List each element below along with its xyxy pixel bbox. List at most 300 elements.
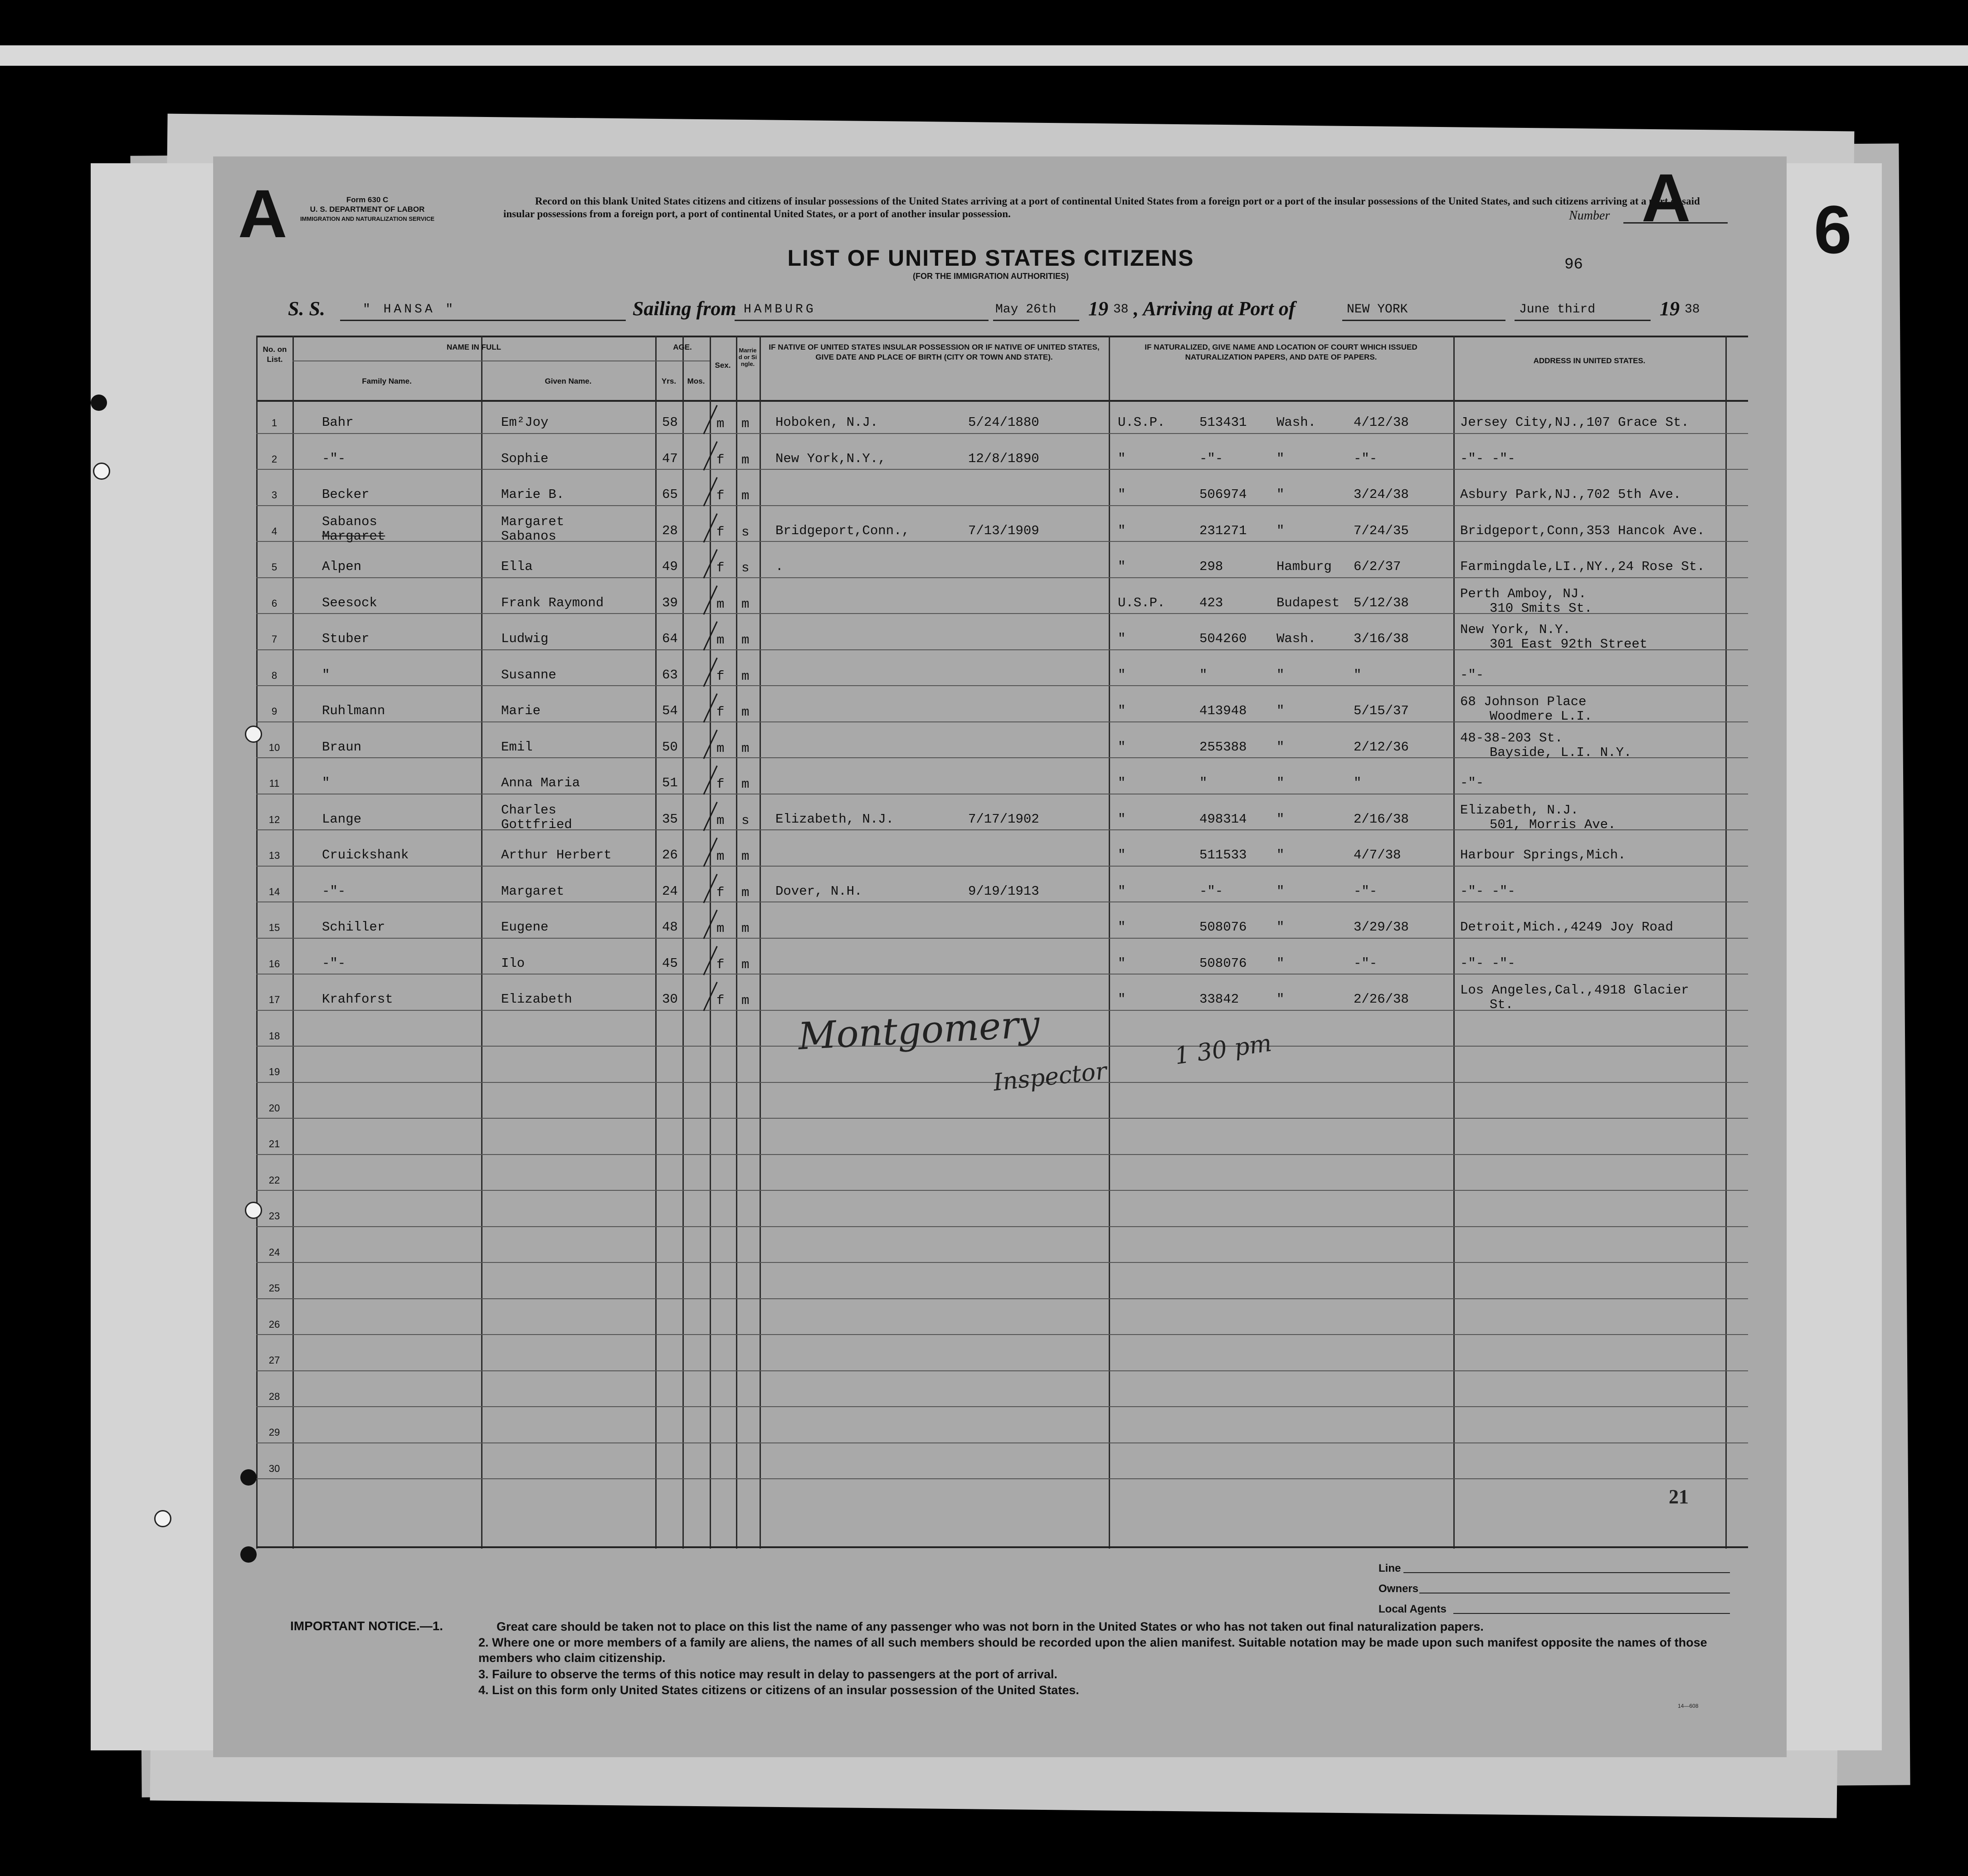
naturalization-court-prefix: " — [1118, 920, 1126, 935]
family-name: Becker — [322, 487, 370, 502]
col-no: No. on List. — [263, 345, 287, 364]
sex: m — [716, 849, 725, 864]
naturalization-certificate-number: -"- — [1199, 451, 1223, 466]
line-number: 5 — [271, 561, 278, 573]
age-years: 30 — [662, 992, 678, 1007]
naturalization-date: 5/15/37 — [1354, 703, 1409, 718]
year-prefix: 19 — [1088, 297, 1108, 320]
family-name: Schiller — [322, 920, 385, 935]
naturalization-certificate-number: 506974 — [1199, 487, 1247, 502]
sex: f — [716, 452, 725, 468]
rule — [256, 336, 258, 1549]
col-yrs: Yrs. — [661, 377, 677, 385]
address-line1: Farmingdale,LI.,NY.,24 Rose St. — [1460, 559, 1705, 574]
line-number: 24 — [268, 1246, 280, 1258]
marital-status: m — [741, 777, 750, 792]
age-years: 39 — [662, 595, 678, 610]
page-subtitle: (FOR THE IMMIGRATION AUTHORITIES) — [913, 272, 1069, 281]
binder-hole — [91, 395, 107, 411]
binder-hole — [93, 463, 110, 480]
naturalization-date: 3/24/38 — [1354, 487, 1409, 502]
col-mos: Mos. — [687, 377, 705, 385]
row-rule — [256, 1262, 1748, 1263]
family-name: Krahforst — [322, 992, 393, 1007]
given-name: Ilo — [501, 955, 525, 971]
naturalization-court-prefix: U.S.P. — [1118, 415, 1165, 430]
line-number: 16 — [268, 958, 280, 970]
department: U. S. DEPARTMENT OF LABOR — [310, 205, 425, 214]
address-line1: Harbour Springs,Mich. — [1460, 848, 1626, 862]
arrival-date: June third — [1519, 302, 1596, 317]
naturalization-court-prefix: " — [1118, 955, 1126, 971]
naturalization-court-prefix: " — [1118, 992, 1126, 1007]
line-number: 1 — [271, 417, 278, 429]
marital-status: m — [741, 741, 750, 756]
naturalization-date: 2/16/38 — [1354, 811, 1409, 827]
naturalization-court-prefix: " — [1118, 487, 1126, 502]
marital-status: s — [741, 560, 750, 575]
form-code: 14—608 — [1678, 1703, 1699, 1709]
marital-status: m — [741, 488, 750, 503]
form-info — [295, 195, 440, 224]
page-number: 21 — [1669, 1486, 1689, 1508]
family-name: Seesock — [322, 595, 377, 610]
inspection-time: 1 30 pm — [1173, 1029, 1274, 1070]
binder-hole — [240, 1546, 257, 1563]
marital-status: s — [741, 813, 750, 828]
family-name-struck: Margaret — [322, 528, 385, 544]
line-number: 6 — [271, 597, 278, 609]
row-rule — [256, 866, 1748, 867]
naturalization-court: " — [1276, 703, 1285, 718]
family-name: Alpen — [322, 559, 362, 574]
naturalization-date: " — [1354, 775, 1362, 790]
row-rule — [256, 1190, 1748, 1191]
naturalization-court-prefix: " — [1118, 883, 1126, 899]
form-number: Form 630 C — [346, 195, 389, 204]
from-underline — [735, 320, 989, 321]
naturalization-certificate-number: 33842 — [1199, 992, 1239, 1007]
marital-status: s — [741, 524, 750, 540]
owners-label: Owners — [1379, 1583, 1419, 1595]
address-line1: Elizabeth, N.J. — [1460, 802, 1579, 818]
naturalization-court-prefix: " — [1118, 703, 1126, 718]
sex: m — [716, 596, 725, 612]
naturalization-court: " — [1276, 739, 1285, 755]
birth-date: 7/17/1902 — [968, 811, 1039, 827]
given-name: Elizabeth — [501, 992, 572, 1007]
family-name: Sabanos — [322, 514, 377, 529]
number-label: Number — [1569, 209, 1610, 223]
address-line1: Asbury Park,NJ.,702 5th Ave. — [1460, 487, 1681, 502]
naturalization-certificate-number: 255388 — [1199, 739, 1247, 755]
col-given-name: Given Name. — [545, 377, 592, 385]
agents-field — [1453, 1613, 1730, 1614]
birth-place: Dover, N.H. — [775, 883, 862, 899]
naturalization-court: Budapest — [1276, 595, 1340, 610]
col-family-name: Family Name. — [362, 377, 412, 385]
marital-status: m — [741, 416, 750, 431]
naturalization-date: 4/12/38 — [1354, 415, 1409, 430]
port-underline — [1342, 320, 1505, 321]
sex: f — [716, 560, 725, 575]
year-prefix: 19 — [1660, 297, 1680, 320]
given-name-line2: Sabanos — [501, 528, 556, 544]
service: IMMIGRATION AND NATURALIZATION SERVICE — [300, 215, 435, 222]
naturalization-date: 3/29/38 — [1354, 920, 1409, 935]
age-years: 28 — [662, 523, 678, 538]
row-rule — [256, 541, 1748, 542]
row-rule — [256, 938, 1748, 939]
row-rule — [256, 577, 1748, 578]
given-name: Susanne — [501, 667, 556, 682]
address-line2: St. — [1490, 997, 1514, 1012]
naturalization-certificate-number: 511533 — [1199, 848, 1247, 862]
age-years: 64 — [662, 631, 678, 646]
address-line2: 301 East 92th Street — [1490, 637, 1648, 652]
sex: f — [716, 777, 725, 792]
rule — [256, 1546, 1748, 1548]
naturalization-court: " — [1276, 523, 1285, 538]
row-rule — [256, 1406, 1748, 1407]
age-years: 54 — [662, 703, 678, 718]
given-name: Ludwig — [501, 631, 549, 646]
sail-date: May 26th — [995, 302, 1057, 317]
binder-hole — [245, 726, 262, 743]
line-number: 13 — [268, 850, 280, 861]
marital-status: m — [741, 849, 750, 864]
agents-label: Local Agents — [1379, 1603, 1447, 1615]
marital-status: m — [741, 452, 750, 468]
col-name-in-full: NAME IN FULL — [447, 343, 501, 351]
birth-place: Elizabeth, N.J. — [775, 811, 894, 827]
notice-2: 2. Where one or more members of a family are aliens, the names of all such members should be recorded upon the alien manifest. Suitable notation may be made upon such manifest opposite the names of those members who claim citizenship. — [478, 1636, 1707, 1665]
naturalization-certificate-number: 498314 — [1199, 811, 1247, 827]
address-line2: Bayside, L.I. N.Y. — [1490, 745, 1632, 760]
line-number: 21 — [268, 1138, 280, 1150]
naturalization-court-prefix: " — [1118, 631, 1126, 646]
naturalization-date: " — [1354, 667, 1362, 682]
rule — [736, 336, 737, 1549]
naturalization-court-prefix: " — [1118, 451, 1126, 466]
age-years: 50 — [662, 739, 678, 755]
sex: f — [716, 488, 725, 503]
marital-status: m — [741, 596, 750, 612]
family-name: " — [322, 775, 330, 790]
address-line1: Bridgeport,Conn,353 Hancok Ave. — [1460, 523, 1705, 538]
naturalization-certificate-number: 508076 — [1199, 955, 1247, 971]
notice-title: IMPORTANT NOTICE.—1. — [290, 1619, 443, 1633]
ship-name: " HANSA " — [363, 302, 456, 317]
family-name: Lange — [322, 811, 362, 827]
sail-year: 38 — [1113, 302, 1129, 317]
number-letter: A — [1642, 160, 1691, 236]
col-native: IF NATIVE OF UNITED STATES INSULAR POSSESSION OR IF NATIVE OF UNITED STATES, GIVE DATE AND PLACE OF BIRTH (CITY OR TOWN AND STATE). — [769, 343, 1100, 361]
row-rule — [256, 1118, 1748, 1119]
birth-place: New York,N.Y., — [775, 451, 886, 466]
given-name: Anna Maria — [501, 775, 580, 790]
given-name: Frank Raymond — [501, 595, 604, 610]
given-name: Emil — [501, 739, 533, 755]
rule — [256, 400, 1748, 402]
page-title: LIST OF UNITED STATES CITIZENS — [787, 245, 1194, 271]
rule — [292, 336, 294, 1549]
naturalization-court: " — [1276, 487, 1285, 502]
col-married: Married or Single. — [738, 347, 757, 367]
inspector-signature: Montgomery — [797, 1003, 1041, 1058]
birth-place: Hoboken, N.J. — [775, 415, 878, 430]
marital-status: m — [741, 885, 750, 900]
row-rule — [256, 1442, 1748, 1443]
birth-date: 9/19/1913 — [968, 883, 1039, 899]
naturalization-court: " — [1276, 883, 1285, 899]
address-line1: Perth Amboy, NJ. — [1460, 586, 1587, 601]
arriving-label: , Arriving at Port of — [1134, 297, 1296, 320]
rule — [256, 336, 1748, 337]
family-name: Braun — [322, 739, 362, 755]
family-name: -"- — [322, 451, 346, 466]
rule — [1109, 336, 1110, 1549]
marital-status: m — [741, 921, 750, 936]
sex: m — [716, 741, 725, 756]
departure-port: HAMBURG — [744, 302, 816, 317]
line-number: 9 — [271, 706, 278, 717]
row-rule — [256, 1154, 1748, 1155]
row-rule — [256, 901, 1748, 902]
birth-date: 7/13/1909 — [968, 523, 1039, 538]
naturalization-court: " — [1276, 992, 1285, 1007]
notice-1: Great care should be taken not to place on this list the name of any passenger who was not born in the United States or who has not taken out final naturalization papers. — [497, 1620, 1484, 1633]
naturalization-certificate-number: " — [1199, 667, 1208, 682]
naturalization-certificate-number: 413948 — [1199, 703, 1247, 718]
naturalization-certificate-number: 513431 — [1199, 415, 1247, 430]
line-number: 12 — [268, 814, 280, 825]
given-name: Charles — [501, 802, 556, 818]
naturalization-date: 3/16/38 — [1354, 631, 1409, 646]
given-name: Margaret — [501, 883, 565, 899]
line-number: 23 — [268, 1210, 280, 1222]
birth-date: 5/24/1880 — [968, 415, 1039, 430]
given-name: Marie B. — [501, 487, 565, 502]
row-rule — [256, 1226, 1748, 1227]
naturalization-certificate-number: 508076 — [1199, 920, 1247, 935]
birth-place: . — [775, 559, 784, 574]
line-number: 28 — [268, 1390, 280, 1402]
sex: f — [716, 993, 725, 1008]
record-instruction: Record on this blank United States citizens and citizens of insular possessions of the United States arriving at a port of continental United States from a foreign port or a port of the insular possessions of the United States, and such citizens arriving at a port of said insular possessions from a foreign port, a port of continental United States, or a port of another insular possession. — [503, 195, 1700, 219]
rule — [655, 336, 657, 1549]
marital-status: m — [741, 993, 750, 1008]
line-field — [1403, 1572, 1730, 1573]
naturalization-certificate-number: 504260 — [1199, 631, 1247, 646]
naturalization-court: " — [1276, 920, 1285, 935]
sex: f — [716, 668, 725, 684]
age-years: 65 — [662, 487, 678, 502]
sex: f — [716, 705, 725, 720]
ss-label: S. S. — [288, 297, 325, 320]
naturalization-date: -"- — [1354, 451, 1378, 466]
address-line1: -"- — [1460, 775, 1484, 790]
family-name: " — [322, 667, 330, 682]
rule — [710, 336, 711, 1549]
list-number-stamp: 96 — [1564, 256, 1583, 273]
naturalization-certificate-number: 423 — [1199, 595, 1223, 610]
naturalization-date: -"- — [1354, 955, 1378, 971]
arrival-port: NEW YORK — [1347, 302, 1408, 317]
inspector-title: Inspector — [992, 1057, 1108, 1096]
line-number: 14 — [268, 886, 280, 897]
family-name: Stuber — [322, 631, 370, 646]
naturalization-date: 4/7/38 — [1354, 848, 1401, 862]
naturalization-date: 5/12/38 — [1354, 595, 1409, 610]
manifest-table — [256, 336, 1748, 1549]
binder-hole — [245, 1202, 262, 1219]
age-years: 24 — [662, 883, 678, 899]
naturalization-court-prefix: " — [1118, 811, 1126, 827]
address-line1: 48-38-203 St. — [1460, 730, 1563, 746]
manifest-page — [213, 156, 1787, 1757]
sailing-label: Sailing from — [633, 297, 736, 320]
naturalization-court-prefix: U.S.P. — [1118, 595, 1165, 610]
line-number: 4 — [271, 525, 278, 537]
address-line1: 68 Johnson Place — [1460, 694, 1587, 709]
naturalization-court: " — [1276, 955, 1285, 971]
rule — [760, 336, 761, 1549]
family-name: -"- — [322, 883, 346, 899]
naturalization-court-prefix: " — [1118, 523, 1126, 538]
address-line1: Jersey City,NJ.,107 Grace St. — [1460, 415, 1689, 430]
family-name: Ruhlmann — [322, 703, 385, 718]
age-years: 45 — [662, 955, 678, 971]
line-number: 8 — [271, 669, 278, 681]
line-number: 15 — [268, 922, 280, 933]
sex: m — [716, 921, 725, 936]
rule — [682, 336, 684, 1549]
sex: f — [716, 957, 725, 972]
rule — [1725, 336, 1727, 1549]
notice-4: 4. List on this form only United States citizens or citizens of an insular possession of the United States. — [478, 1683, 1079, 1697]
naturalization-date: 6/2/37 — [1354, 559, 1401, 574]
naturalization-court: " — [1276, 775, 1285, 790]
address-line2: 501, Morris Ave. — [1490, 817, 1616, 832]
given-name: Marie — [501, 703, 541, 718]
binder-hole — [154, 1510, 171, 1527]
naturalization-court-prefix: " — [1118, 775, 1126, 790]
given-name: Arthur Herbert — [501, 848, 612, 862]
age-years: 26 — [662, 848, 678, 862]
notice-3: 3. Failure to observe the terms of this notice may result in delay to passengers at the port of arrival. — [478, 1667, 1057, 1681]
line-number: 10 — [268, 741, 280, 753]
given-name: Margaret — [501, 514, 565, 529]
line-number: 18 — [268, 1030, 280, 1042]
scanner-top-strip — [0, 45, 1968, 66]
row-rule — [256, 685, 1748, 686]
address-line2: Woodmere L.I. — [1490, 709, 1593, 724]
address-line1: -"- -"- — [1460, 883, 1515, 899]
address-line1: -"- -"- — [1460, 451, 1515, 466]
address-line1: -"- — [1460, 667, 1484, 682]
row-rule — [256, 1478, 1748, 1479]
row-rule — [256, 505, 1748, 506]
naturalization-court: Wash. — [1276, 415, 1316, 430]
given-name: Sophie — [501, 451, 549, 466]
age-years: 58 — [662, 415, 678, 430]
naturalization-date: -"- — [1354, 883, 1378, 899]
age-years: 48 — [662, 920, 678, 935]
given-name: Em²Joy — [501, 415, 549, 430]
line-number: 25 — [268, 1282, 280, 1294]
row-rule — [256, 974, 1748, 975]
address-line1: New York, N.Y. — [1460, 622, 1571, 637]
ship-underline — [340, 320, 626, 321]
given-name-line2: Gottfried — [501, 817, 572, 832]
line-number: 19 — [268, 1066, 280, 1077]
sail-date-underline — [993, 320, 1079, 321]
marital-status: m — [741, 957, 750, 972]
line-number: 27 — [268, 1355, 280, 1366]
sex: f — [716, 524, 725, 540]
sex: m — [716, 813, 725, 828]
col-age: AGE. — [673, 343, 692, 351]
row-rule — [256, 1334, 1748, 1335]
naturalization-certificate-number: 231271 — [1199, 523, 1247, 538]
naturalization-court: Hamburg — [1276, 559, 1332, 574]
form-letter: A — [238, 175, 287, 252]
sex: m — [716, 416, 725, 431]
family-name: Bahr — [322, 415, 354, 430]
line-number: 7 — [271, 633, 278, 645]
family-name: -"- — [322, 955, 346, 971]
naturalization-court: " — [1276, 848, 1285, 862]
age-years: 35 — [662, 811, 678, 827]
naturalization-date: 2/26/38 — [1354, 992, 1409, 1007]
naturalization-court: " — [1276, 811, 1285, 827]
line-number: 17 — [268, 994, 280, 1005]
marital-status: m — [741, 633, 750, 648]
binder-hole — [240, 1469, 257, 1486]
marital-status: m — [741, 705, 750, 720]
naturalization-court-prefix: " — [1118, 559, 1126, 574]
address-line1: -"- -"- — [1460, 955, 1515, 971]
arrival-year: 38 — [1685, 302, 1700, 317]
address-line1: Detroit,Mich.,4249 Joy Road — [1460, 920, 1673, 935]
line-number: 29 — [268, 1427, 280, 1438]
sex: m — [716, 633, 725, 648]
line-number: 30 — [268, 1462, 280, 1474]
naturalization-certificate-number: -"- — [1199, 883, 1223, 899]
line-number: 11 — [269, 778, 280, 789]
naturalization-court: Wash. — [1276, 631, 1316, 646]
line-label: Line — [1379, 1562, 1401, 1574]
address-line1: Los Angeles,Cal.,4918 Glacier — [1460, 983, 1689, 998]
age-years: 49 — [662, 559, 678, 574]
naturalization-court-prefix: " — [1118, 667, 1126, 682]
line-number: 26 — [268, 1318, 280, 1330]
age-years: 47 — [662, 451, 678, 466]
col-sex: Sex. — [715, 361, 731, 370]
back-sheet-number: 6 — [1814, 191, 1852, 268]
sex: f — [716, 885, 725, 900]
age-years: 63 — [662, 667, 678, 682]
birth-date: 12/8/1890 — [968, 451, 1039, 466]
naturalization-date: 7/24/35 — [1354, 523, 1409, 538]
row-rule — [256, 1298, 1748, 1299]
line-number: 20 — [268, 1102, 280, 1114]
arrival-date-underline — [1515, 320, 1651, 321]
row-rule — [256, 469, 1748, 470]
age-years: 51 — [662, 775, 678, 790]
naturalization-court-prefix: " — [1118, 739, 1126, 755]
